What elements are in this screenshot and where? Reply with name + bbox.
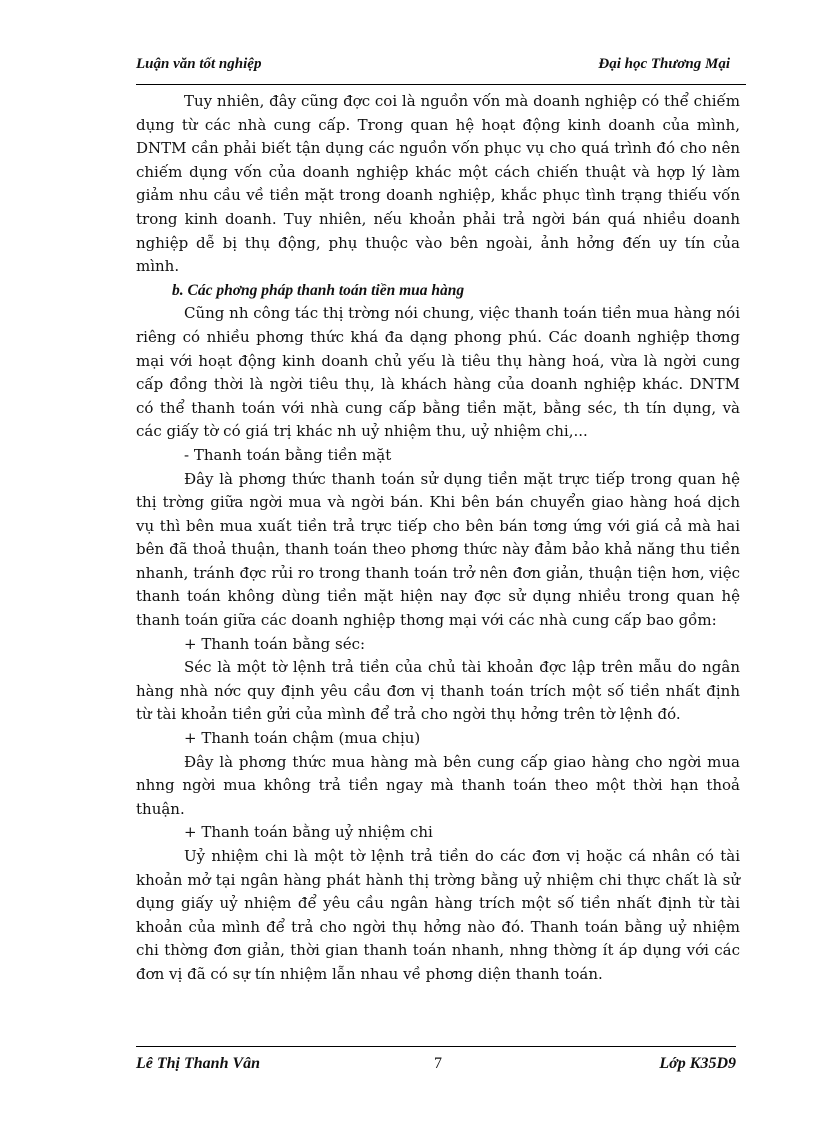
footer-divider xyxy=(136,1046,736,1047)
list-item-payment-order: + Thanh toán bằng uỷ nhiệm chi xyxy=(184,823,433,842)
footer-author: Lê Thị Thanh Vân xyxy=(136,1055,261,1072)
list-item-cash: - Thanh toán bằng tiền mặt xyxy=(184,445,392,464)
list-item-cheque: + Thanh toán bằng séc: xyxy=(184,634,366,653)
header-divider xyxy=(136,84,746,85)
page-footer xyxy=(136,1055,736,1079)
paragraph-cash: Đây là phơng thức thanh toán sử dụng tiền mặt trực tiếp trong quan hệ thị trờng giữa ngời mua và ngời bán. Khi bên bán chuyển giao hàng hoá dịch vụ thì bên mua xuất tiền trả trực tiếp cho bên bán tơng ứng với giá cả mà hai bên đã thoả thuận, thanh toán theo phơng thức này đảm bảo khả năng thu tiền nhanh, tránh đợc rủi ro trong thanh toán trở nên đơn giản, thuận tiện hơn, việc thanh toán không dùng tiền mặt hiện nay đợc sử dụng nhiều trong quan hệ thanh toán giữa các doanh nghiệp thơng mại với các nhà cung cấp bao gồm: xyxy=(136,469,740,630)
page-number: 7 xyxy=(434,1055,442,1072)
paragraph-deferred: Đây là phơng thức mua hàng mà bên cung cấp giao hàng cho ngời mua nhng ngời mua không trả tiền ngay mà thanh toán theo một thời hạn thoả thuận. xyxy=(136,752,740,818)
paragraph-intro: Tuy nhiên, đây cũng đợc coi là nguồn vốn mà doanh nghiệp có thể chiếm dụng từ các nhà cung cấp. Trong quan hệ hoạt động kinh doanh của mình, DNTM cần phải biết tận dụng các nguồn vốn phục vụ cho quá trình đó cho nên chiếm dụng vốn của doanh nghiệp khác một cách chiến thuật và hợp lý làm giảm nhu cầu về tiền mặt trong doanh nghiệp, khắc phục tình trạng thiếu vốn trong kinh doanh. Tuy nhiên, nếu khoản phải trả ngời bán quá nhiều doanh nghiệp dễ bị thụ động, phụ thuộc vào bên ngoài, ảnh hởng đến uy tín của mình. xyxy=(136,92,740,276)
document-body xyxy=(136,90,740,987)
paragraph-payment-order: Uỷ nhiệm chi là một tờ lệnh trả tiền do các đơn vị hoặc cá nhân có tài khoản mở tại ngân hàng phát hành thị trờng bằng uỷ nhiệm chi thực chất là sử dụng giấy uỷ nhiệm để yêu cầu ngân hàng trích một số tiền nhất định từ tài khoản của mình để trả cho ngời thụ hởng nào đó. Thanh toán bằng uỷ nhiệm chi thờng đơn giản, thời gian thanh toán nhanh, nhng thờng ít áp dụng với các đơn vị đã có sự tín nhiệm lẫn nhau về phơng diện thanh toán. xyxy=(136,847,740,983)
paragraph-methods: Cũng nh công tác thị trờng nói chung, việc thanh toán tiền mua hàng nói riêng có nhiều phơng thức khá đa dạng phong phú. Các doanh nghiệp thơng mại với hoạt động kinh doanh chủ yếu là tiêu thụ hàng hoá, vừa là ngời cung cấp đồng thời là ngời tiêu thụ, là khách hàng của doanh nghiệp khác. DNTM có thể thanh toán với nhà cung cấp bằng tiền mặt, bằng séc, th tín dụng, và các giấy tờ có giá trị khác nh uỷ nhiệm thu, uỷ nhiệm chi,... xyxy=(136,304,740,441)
list-item-deferred: + Thanh toán chậm (mua chịu) xyxy=(184,729,421,748)
paragraph-cheque: Séc là một tờ lệnh trả tiền của chủ tài khoản đợc lập trên mẫu do ngân hàng nhà nớc quy định yêu cầu đơn vị thanh toán trích một số tiền nhất định từ tài khoản tiền gửi của mình để trả cho ngời thụ hởng trên tờ lệnh đó. xyxy=(136,658,740,724)
footer-class: Lớp K35D9 xyxy=(659,1055,736,1072)
header-thesis-label: Luận văn tốt nghiệp xyxy=(136,56,262,72)
page-header xyxy=(136,56,730,78)
section-heading: b. Các phơng pháp thanh toán tiền mua hàng xyxy=(172,281,465,299)
header-university-label: Đại học Thương Mại xyxy=(598,56,730,72)
